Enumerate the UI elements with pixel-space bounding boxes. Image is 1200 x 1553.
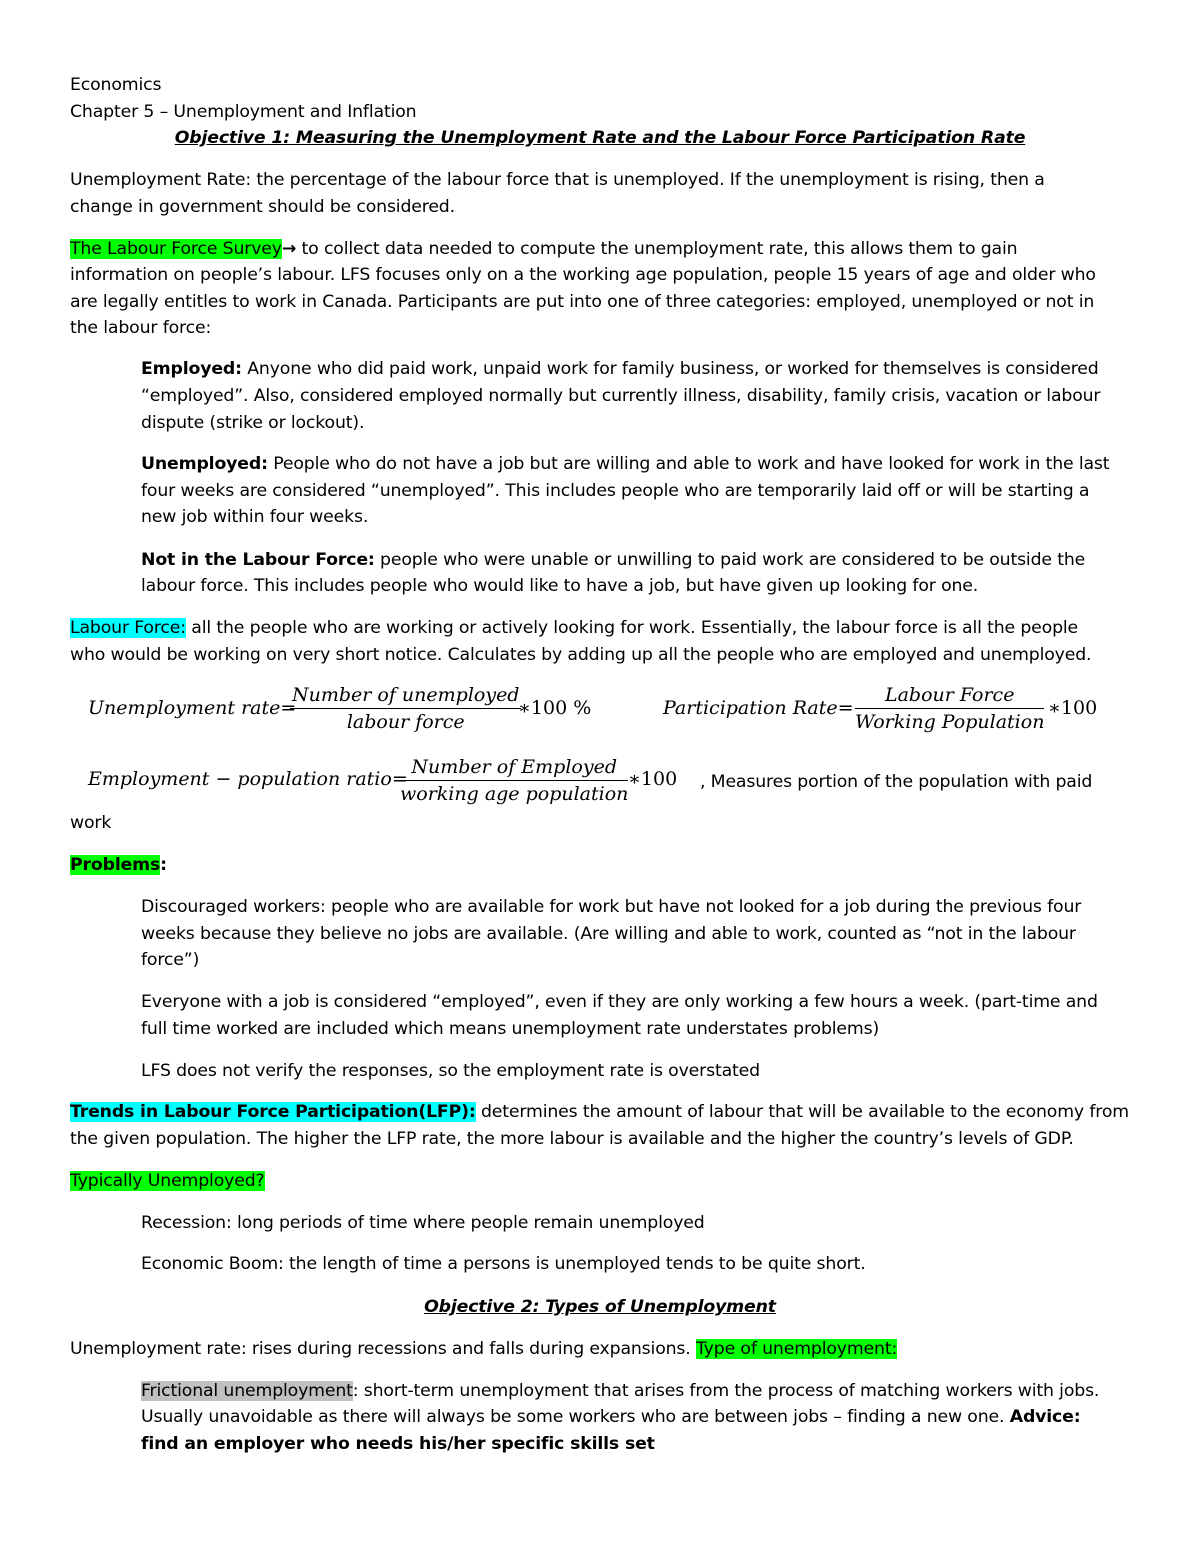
chapter-heading: Chapter 5 – Unemployment and Inflation <box>70 102 417 122</box>
typically-unemployed-heading: Typically Unemployed? <box>70 1171 265 1191</box>
trends-lfp-highlight: Trends in Labour Force Participation(LFP): <box>70 1102 476 1122</box>
trends-lfp-paragraph: Trends in Labour Force Participation(LFP): determines the amount of labour that will be available to the economy from <box>70 1102 1129 1122</box>
frictional-unemployment-definition: Frictional unemployment: short-term unemployment that arises from the process of matching workers with jobs. <box>141 1381 1100 1401</box>
objective-2-title: Objective 2: Types of Unemployment <box>424 1297 776 1317</box>
participation-rate-formula-lhs: Participation Rate= <box>663 697 854 719</box>
unemployment-rate-definition: Unemployment Rate: the percentage of the labour force that is unemployed. If the unemployment is rising, then a <box>70 170 1045 190</box>
trends-lfp-paragraph-line2: the given population. The higher the LFP rate, the more labour is available and the higher the country’s levels of GDP. <box>70 1129 1074 1149</box>
problem-discouraged-workers: Discouraged workers: people who are available for work but have not looked for a job during the previous four <box>141 897 1082 917</box>
problem-part-time: Everyone with a job is considered “employed”, even if they are only working a few hours a week. (part-time and <box>141 992 1098 1012</box>
labour-force-highlight: Labour Force: <box>70 618 186 638</box>
employment-population-ratio-fraction: Number of Employed working age population <box>400 756 629 805</box>
not-in-labour-force-definition: Not in the Labour Force: people who were unable or unwilling to paid work are considered to be outside the <box>141 550 1086 570</box>
employed-definition: Employed: Anyone who did paid work, unpaid work for family business, or worked for themselves is considered <box>141 359 1099 379</box>
unemployment-rate-fraction: Number of unemployed labour force <box>292 684 520 733</box>
recession-item: Recession: long periods of time where people remain unemployed <box>141 1213 705 1233</box>
labour-force-definition-line2: who would be working on very short notice. Calculates by adding up all the people who are employed and unemployed. <box>70 645 1092 665</box>
objective-2-intro: Unemployment rate: rises during recessions and falls during expansions. Type of unemployment: <box>70 1339 898 1359</box>
problem-discouraged-workers-line2: weeks because they believe no jobs are available. (Are willing and able to work, counted as “not in the labour <box>141 924 1076 944</box>
frictional-unemployment-advice: find an employer who needs his/her specific skills set <box>141 1434 655 1454</box>
employed-definition-line3: dispute (strike or lockout). <box>141 413 365 433</box>
problem-not-verified: LFS does not verify the responses, so the employment rate is overstated <box>141 1061 760 1081</box>
labour-force-definition: Labour Force: all the people who are working or actively looking for work. Essentially, the labour force is all the people <box>70 618 1079 638</box>
participation-rate-formula-tail: ∗100 <box>1048 697 1098 719</box>
lfs-highlight: The Labour Force Survey <box>70 239 282 259</box>
unemployment-rate-formula-tail: ∗100 % <box>518 697 592 719</box>
objective-1-title: Objective 1: Measuring the Unemployment Rate and the Labour Force Participation Rate <box>174 128 1026 148</box>
problem-discouraged-workers-line3: force”) <box>141 950 200 970</box>
not-in-labour-force-definition-line2: labour force. This includes people who would like to have a job, but have given up looking for one. <box>141 576 979 596</box>
employment-population-ratio-note: , Measures portion of the population with paid <box>700 772 1093 792</box>
arrow-right-icon: → <box>281 239 297 259</box>
economic-boom-item: Economic Boom: the length of time a persons is unemployed tends to be quite short. <box>141 1254 866 1274</box>
unemployed-definition: Unemployed: People who do not have a job but are willing and able to work and have looked for work in the last <box>141 454 1110 474</box>
unemployment-rate-formula-lhs: Unemployment rate= <box>88 697 297 719</box>
subject-heading: Economics <box>70 75 162 95</box>
employed-definition-line2: “employed”. Also, considered employed normally but currently illness, disability, family crisis, vacation or labour <box>141 386 1101 406</box>
employment-population-ratio-note-line2: work <box>70 813 112 833</box>
frictional-unemployment-highlight: Frictional unemployment <box>141 1381 353 1401</box>
problems-heading: Problems: <box>70 855 167 875</box>
unemployed-definition-line2: four weeks are considered “unemployed”. This includes people who are temporarily laid off or will be starting a <box>141 481 1090 501</box>
employment-population-ratio-lhs: Employment − population ratio= <box>88 768 408 790</box>
lfs-paragraph-line3: are legally entitles to work in Canada. Participants are put into one of three categories: employed, unemployed or not in <box>70 292 1095 312</box>
frictional-unemployment-definition-line2: Usually unavoidable as there will always be some workers who are between jobs – finding a new one. Advice: <box>141 1407 1081 1427</box>
participation-rate-fraction: Labour Force Working Population <box>855 684 1045 733</box>
unemployment-rate-definition-cont: change in government should be considered. <box>70 197 455 217</box>
lfs-paragraph-line2: information on people’s labour. LFS focuses only on a the working age population, people 15 years of age and older who <box>70 265 1096 285</box>
lfs-paragraph-line4: the labour force: <box>70 318 212 338</box>
lfs-paragraph: The Labour Force Survey→ to collect data needed to compute the unemployment rate, this allows them to gain <box>70 239 1018 259</box>
unemployed-definition-line3: new job within four weeks. <box>141 507 369 527</box>
employment-population-ratio-tail: ∗100 <box>628 768 678 790</box>
type-of-unemployment-highlight: Type of unemployment: <box>695 1339 898 1359</box>
problem-part-time-line2: full time worked are included which means unemployment rate understates problems) <box>141 1019 880 1039</box>
